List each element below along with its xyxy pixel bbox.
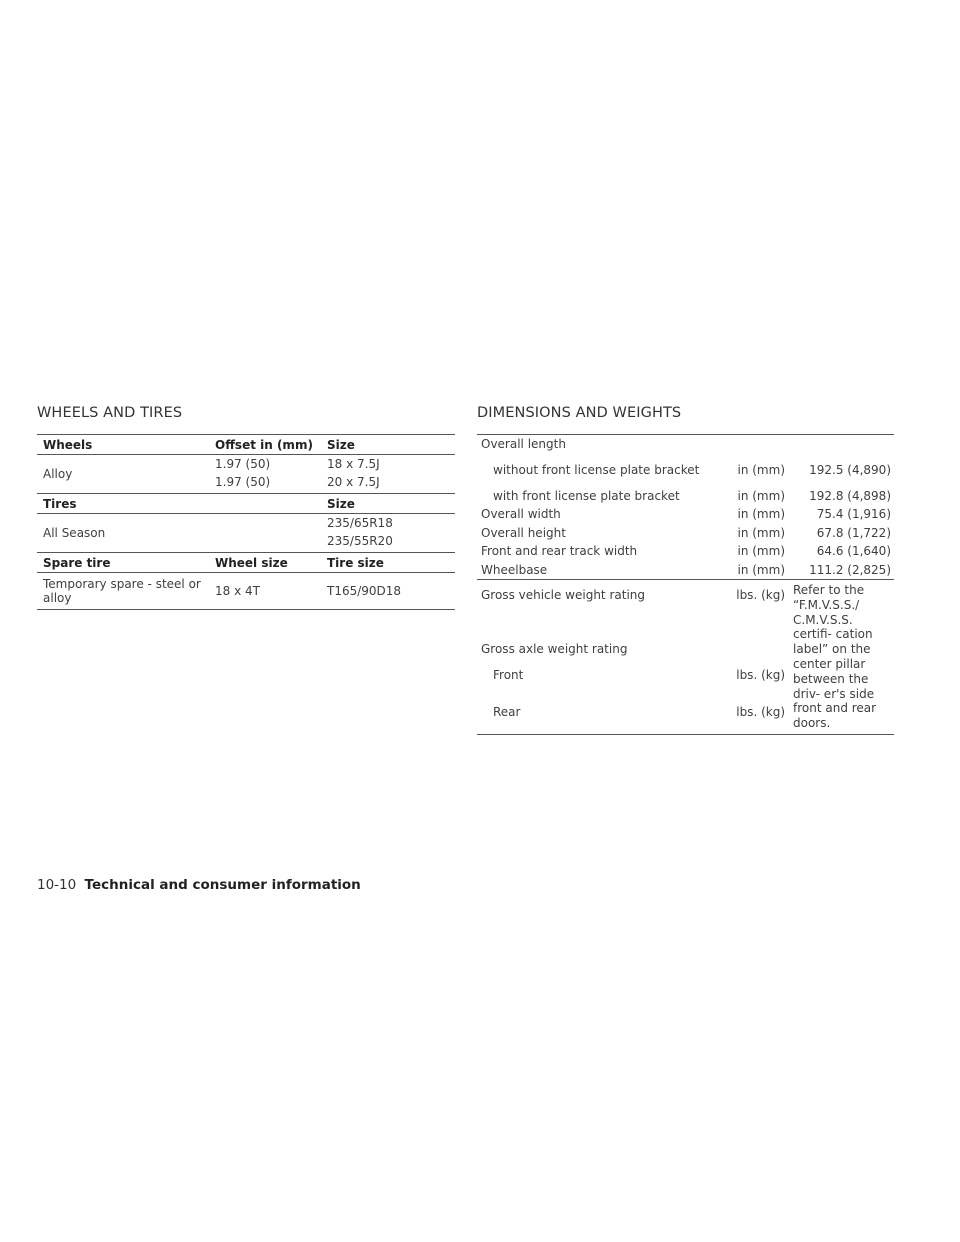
dim-unit: in (mm) [737,488,785,503]
tire-size-1: 235/65R18 [327,516,393,530]
alloy-offset-1: 1.97 (50) [215,457,271,471]
header-offset: Offset in (mm) [215,437,313,452]
dim-label: Overall width [481,507,561,522]
dim-label: with front license plate bracket [493,488,680,503]
header-wheel-size: Wheel size [215,555,288,570]
front-axle-label: Front [493,668,524,683]
header-tire-size: Size [327,496,355,511]
footer-section-title: Technical and consumer information [84,877,361,893]
table-row [477,487,894,506]
tire-size-2: 235/55R20 [327,534,393,548]
header-empty [209,494,321,514]
wheels-header-row [37,435,455,455]
rear-axle-label: Rear [493,705,521,720]
gawr-label: Gross axle weight rating [481,642,628,656]
header-tires: Tires [43,496,77,511]
header-spare-tire: Spare tire [43,555,111,570]
rear-axle-unit: lbs. (kg) [736,705,785,720]
front-axle-unit: lbs. (kg) [736,668,785,683]
dim-label: Overall height [481,525,566,540]
alloy-size-1: 18 x 7.5J [327,457,380,471]
table-row [477,435,894,454]
dim-value: 111.2 (2,825) [809,562,891,577]
table-row [37,514,455,533]
dim-unit: in (mm) [737,562,785,577]
dim-label: without front license plate bracket [493,463,700,477]
tires-header-row [37,494,455,514]
dim-label: Wheelbase [481,562,548,577]
table-row [477,542,894,561]
header-spare-tire-size: Tire size [327,555,384,570]
alloy-label: Alloy [43,467,73,481]
gvwr-unit: lbs. (kg) [731,580,789,610]
table-row [37,455,455,474]
dim-unit: in (mm) [737,507,785,522]
header-size: Size [327,437,355,452]
empty-cell [209,514,321,533]
table-row [37,573,455,610]
table-row [477,524,894,543]
dim-value: 64.6 (1,640) [816,544,891,559]
table-row [477,454,894,487]
page-number: 10-10 [37,877,77,893]
table-row [477,505,894,524]
dim-unit: in (mm) [737,463,785,477]
dim-value: 67.8 (1,722) [816,525,891,540]
all-season-label: All Season [43,526,106,540]
page-footer [37,877,361,893]
dimensions-weights-title: DIMENSIONS AND WEIGHTS [477,405,682,421]
dim-unit: in (mm) [737,525,785,540]
table-row [477,561,894,580]
spare-type: Temporary spare - steel or alloy [43,577,201,605]
empty-cell [209,532,321,553]
weight-rating-note: Refer to the “F.M.V.S.S./ C.M.V.S.S. certifi- cation label” on the center pillar between the driv- er's side front and rear doors. [789,580,894,735]
spare-wheel-size: 18 x 4T [215,584,260,598]
dim-unit: in (mm) [737,544,785,559]
alloy-offset-2: 1.97 (50) [215,475,271,489]
overall-length-label: Overall length [481,437,566,452]
wheels-tires-title: WHEELS AND TIRES [37,405,183,421]
header-wheels: Wheels [43,437,93,452]
dim-value: 75.4 (1,916) [816,507,891,522]
dim-value: 192.8 (4,898) [809,488,891,503]
dimensions-weights-table [477,434,894,735]
dim-value: 192.5 (4,890) [809,463,891,477]
table-row [477,580,894,610]
spare-header-row [37,553,455,573]
alloy-size-2: 20 x 7.5J [327,475,380,489]
wheels-tires-table [37,434,455,610]
dim-label: Front and rear track width [481,544,638,559]
spare-tire-size: T165/90D18 [327,584,402,598]
gvwr-label: Gross vehicle weight rating [477,580,731,610]
